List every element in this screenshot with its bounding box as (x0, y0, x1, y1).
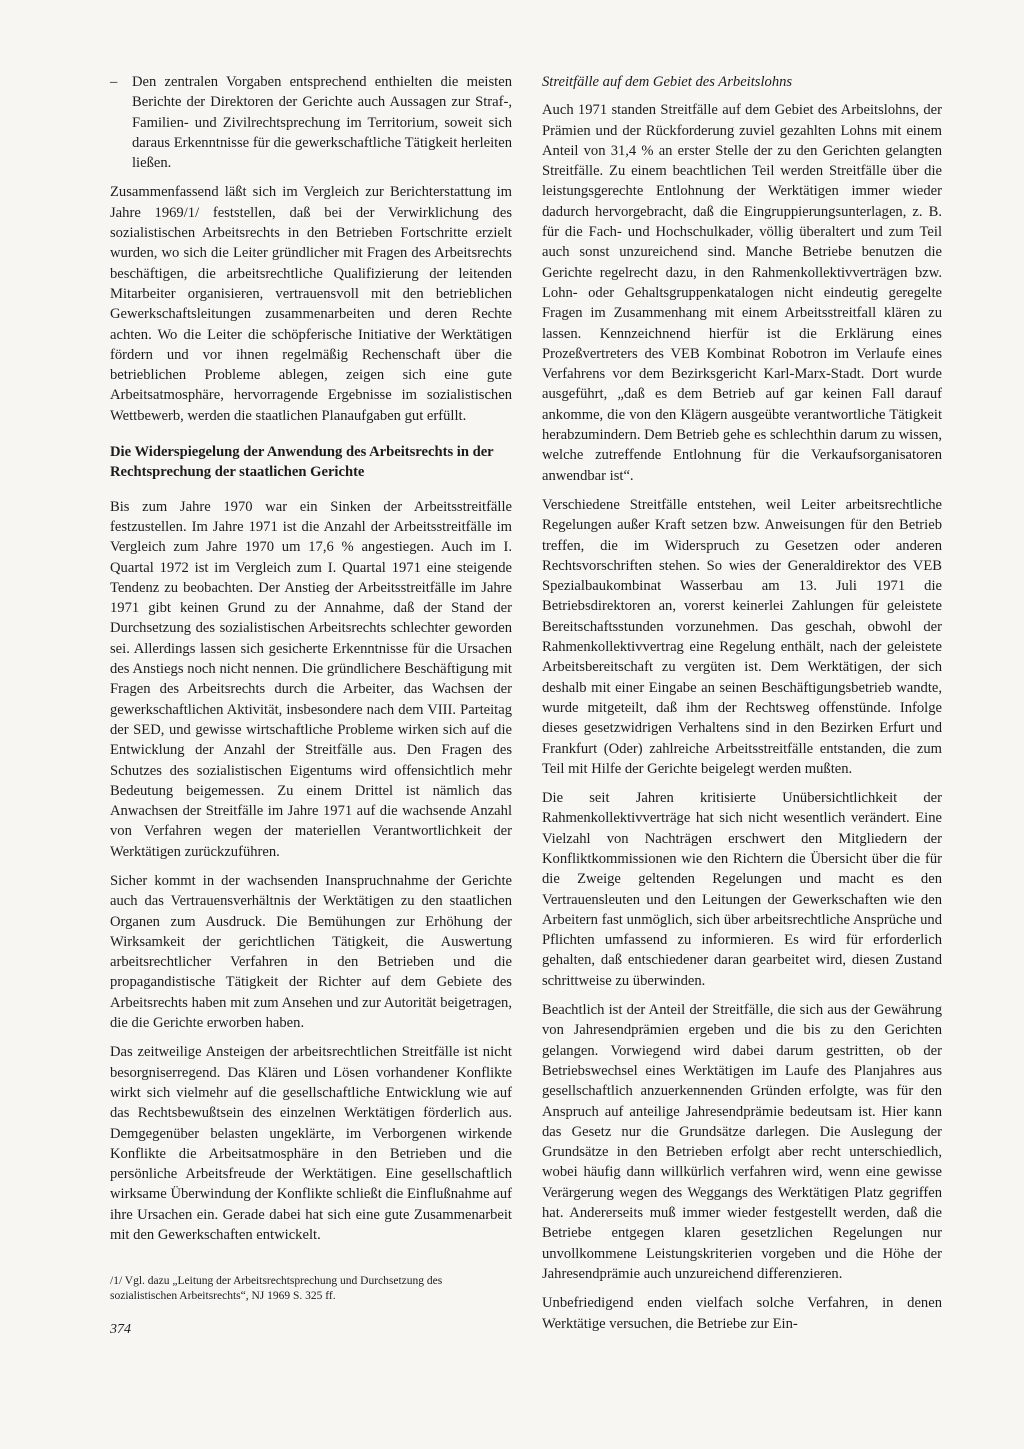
paragraph: Das zeitweilige Ansteigen der arbeitsrechtlichen Streitfälle ist nicht besorgniserregend. Das Klären und Lösen vorhandener Konflikte wirkt sich vielmehr auf die gesellschaftliche Entwicklung wie auf das Rechtsbewußtsein des einzelnen Werktätigen förderlich aus. Demgegenüber belasten ungeklärte, im Verborgenen wirkende Konflikte die Arbeitsatmosphäre in den Betrieben und die persönliche Arbeitsfreude der Werktätigen. Eine gesellschaftlich wirksame Überwindung der Konflikte schließt die Einflußnahme auf ihre Ursachen ein. Gerade dabei hat sich eine gute Zusammenarbeit mit den Gewerkschaften entwickelt. (110, 1044, 512, 1244)
paragraph-text: Den zentralen Vorgaben entsprechend enthielten die meisten Berichte der Direktoren der Gerichte auch Aussagen zur Straf-, Familien- und Zivilrechtsprechung im Territorium, soweit sich daraus Erkenntnisse für die gewerkschaftliche Tätigkeit herleiten ließen. (132, 74, 512, 172)
section-heading: Die Widerspiegelung der Anwendung des Arbeitsrechts in der Rechtsprechung der staatlichen Gerichte (110, 444, 494, 481)
paragraph: Zusammenfassend läßt sich im Vergleich zur Berichterstattung im Jahre 1969/1/ feststellen, daß bei der Verwirklichung des sozialistischen Arbeitsrechts in den Betrieben Fortschritte erzielt wurden, wo sich die Leiter gründlicher mit Fragen des Arbeitsrechts beschäftigen, die arbeitsrechtliche Qualifizierung der leitenden Mitarbeiter organisieren, vertrauensvoll mit den betrieblichen Gewerkschaftsleitungen zusammenarbeiten und deren Rechte achten. Wo die Leiter die schöpferische Initiative der Werktätigen fördern und vor ihnen regelmäßig Rechenschaft über die betrieblichen Probleme ablegen, zeigen sich eine gute Arbeitsatmosphäre, hervorragende Ergebnisse im sozialistischen Wettbewerb, werden die staatlichen Planaufgaben gut erfüllt. (110, 184, 512, 424)
paragraph: Beachtlich ist der Anteil der Streitfälle, die sich aus der Gewährung von Jahresendprämien ergeben und die bis zu den Gerichten gelangen. Vorwiegend wird dabei darum gestritten, ob der Betriebswechsel eines Werktätigen im Laufe des Planjahres aus gesellschaftlich anzuerkennenden Gründen erfolgte, was für den Anspruch auf anteilige Jahresendprämie bedeutsam ist. Hier kann das Gesetz nur die Grundsätze darlegen. Die Auslegung der Grundsätze in den Betrieben erfolgt aber recht unterschiedlich, wobei häufig dann willkürlich verfahren wird, wenn eine gewisse Verärgerung wegen des Weggangs des Werktätigen Platz gegriffen hat. Andererseits muß immer wieder festgestellt werden, daß die Betriebe entgegen klaren gesetzlichen Regelungen nur unvollkommene Leistungskriterien vorgeben und die Höhe der Jahresendprämie auch unzureichend differenzieren. (542, 1002, 942, 1282)
page-number: 374 (110, 1322, 131, 1337)
left-column (110, 72, 512, 1254)
section-subheading: Streitfälle auf dem Gebiet des Arbeitslohns (542, 74, 793, 90)
paragraph: Sicher kommt in der wachsenden Inanspruchnahme der Gerichte auch das Vertrauensverhältnis der Werktätigen zu den staatlichen Organen zum Ausdruck. Die Bemühungen zur Erhöhung der Wirksamkeit der gerichtlichen Tätigkeit, die Auswertung arbeitsrechtlicher Verfahren in den Betrieben und die propagandistische Tätigkeit der Richter auf dem Gebiete des Arbeitsrechts haben mit zum Ansehen und zur Autorität beigetragen, die die Gerichte erworben haben. (110, 872, 512, 1032)
paragraph: Die seit Jahren kritisierte Unübersichtlichkeit der Rahmenkollektivverträge hat sich nicht wesentlich verändert. Eine Vielzahl von Nachträgen erschwert den Mitgliedern der Konfliktkommissionen wie den Richtern die Übersicht über die für die Zweige geltenden Regelungen und macht es den Vertrauensleuten und den Leitungen der Gewerkschaften wie den Arbeitern fast unmöglich, sich über arbeitsrechtliche Ansprüche und Pflichten umfassend zu informieren. Es wird für erforderlich gehalten, daß entschiedener daran gearbeitet wird, diesen Zustand schrittweise zu überwinden. (542, 790, 942, 989)
footnote: /1/ Vgl. dazu „Leitung der Arbeitsrechtsprechung und Durchsetzung des sozialistischen Arbeitsrechts“, NJ 1969 S. 325 ff. (110, 1275, 443, 1302)
dash-list-item (110, 72, 512, 173)
paragraph: Verschiedene Streitfälle entstehen, weil Leiter arbeitsrechtliche Regelungen außer Kraft setzen bzw. Anweisungen für den Betrieb treffen, die im Widerspruch zu Gesetzen oder anderen Rechtsvorschriften stehen. So wies der Generaldirektor des VEB Spezialbaukombinat Wasserbau am 13. Juli 1971 die Betriebsdirektoren an, vorerst keinerlei Zahlungen für geleistete Bereitschaftsstunden vorzunehmen. Das geschah, obwohl der Rahmenkollektivvertrag eine Regelung enthält, nach der geleistete Arbeitsbereitschaft zu vergüten ist. Dem Werktätigen, der sich deshalb mit einer Eingabe an seinen Beschäftigungsbetrieb wandte, wurde mitgeteilt, daß ihm der Rechtsweg offenstünde. Infolge dieses gesetzwidrigen Verhaltens sind in den Bezirken Erfurt und Frankfurt (Oder) zahlreiche Arbeitsstreitfälle entstanden, die zum Teil mit Hilfe der Gerichte beigelegt werden mußten. (542, 496, 942, 777)
paragraph: Unbefriedigend enden vielfach solche Verfahren, in denen Werktätige versuchen, die Betriebe zur Ein- (542, 1295, 942, 1332)
paragraph: Auch 1971 standen Streitfälle auf dem Gebiet des Arbeitslohns, der Prämien und der Rückforderung zuviel gezahlten Lohns mit einem Anteil von 31,4 % an erster Stelle der zu den Gerichten gelangten Streitfälle. Zu einem beachtlichen Teil werden Streitfälle über die leistungsgerechte Entlohnung der Werktätigen immer wieder dadurch hervorgebracht, daß die Eingruppierungsunterlagen, z. B. für die Fach- und Hochschulkader, völlig überaltert und zum Teil auch sonst unzureichend sind. Manche Betriebe benutzen die Gerichte regelrecht dazu, in den Rahmenkollektivverträgen bzw. Lohn- oder Gehaltsgruppenkatalogen nicht eindeutig geregelte Fragen im Zusammenhang mit einem Arbeitsstreitfall klären zu lassen. Kennzeichnend hierfür ist die Erklärung eines Prozeßvertreters des VEB Kombinat Robotron im Verlaufe eines Verfahrens vor dem Bezirksgericht Karl-Marx-Stadt. Dort wurde ausgeführt, „daß es dem Betrieb auf gar keinen Fall darauf ankomme, die von den Klägern ausgeübte verantwortliche Tätigkeit herabzumindern. Dem Betrieb gehe es schlechthin darum zu wissen, welche zutreffende Entlohnung für die Verkaufsorganisatoren anwendbar ist“. (542, 102, 942, 484)
paragraph: Bis zum Jahre 1970 war ein Sinken der Arbeitsstreitfälle festzustellen. Im Jahre 1971 ist die Anzahl der Arbeitsstreitfälle im Vergleich zum Jahre 1970 um 17,6 % angestiegen. Auch im I. Quartal 1972 ist im Vergleich zum I. Quartal 1971 eine steigende Tendenz zu beobachten. Der Anstieg der Arbeitsstreitfälle im Jahre 1971 gibt keinen Grund zu der Annahme, daß der Stand der Durchsetzung des sozialistischen Arbeitsrechts schlechter geworden sei. Allerdings lassen sich gesicherte Erkenntnisse für die Ursachen des Anstiegs noch nicht nennen. Die gründlichere Beschäftigung mit Fragen des Arbeitsrechts durch die Arbeiter, das Wachsen der gewerkschaftlichen Aktivität, insbesondere nach dem VIII. Parteitag der SED, und gewisse wirtschaftliche Probleme wirken sich auf die Entwicklung der Anzahl der Streitfälle aus. Den Fragen des Schutzes des sozialistischen Eigentums wird offensichtlich mehr Bedeutung beigemessen. Zu einem Drittel ist nämlich das Anwachsen der Streitfälle im Jahre 1971 auf die wachsende Anzahl von Verfahren wegen der materiellen Verantwortlichkeit der Werktätigen zurückzuführen. (110, 498, 512, 860)
right-column (542, 72, 942, 1343)
dash-symbol: – (110, 74, 118, 90)
